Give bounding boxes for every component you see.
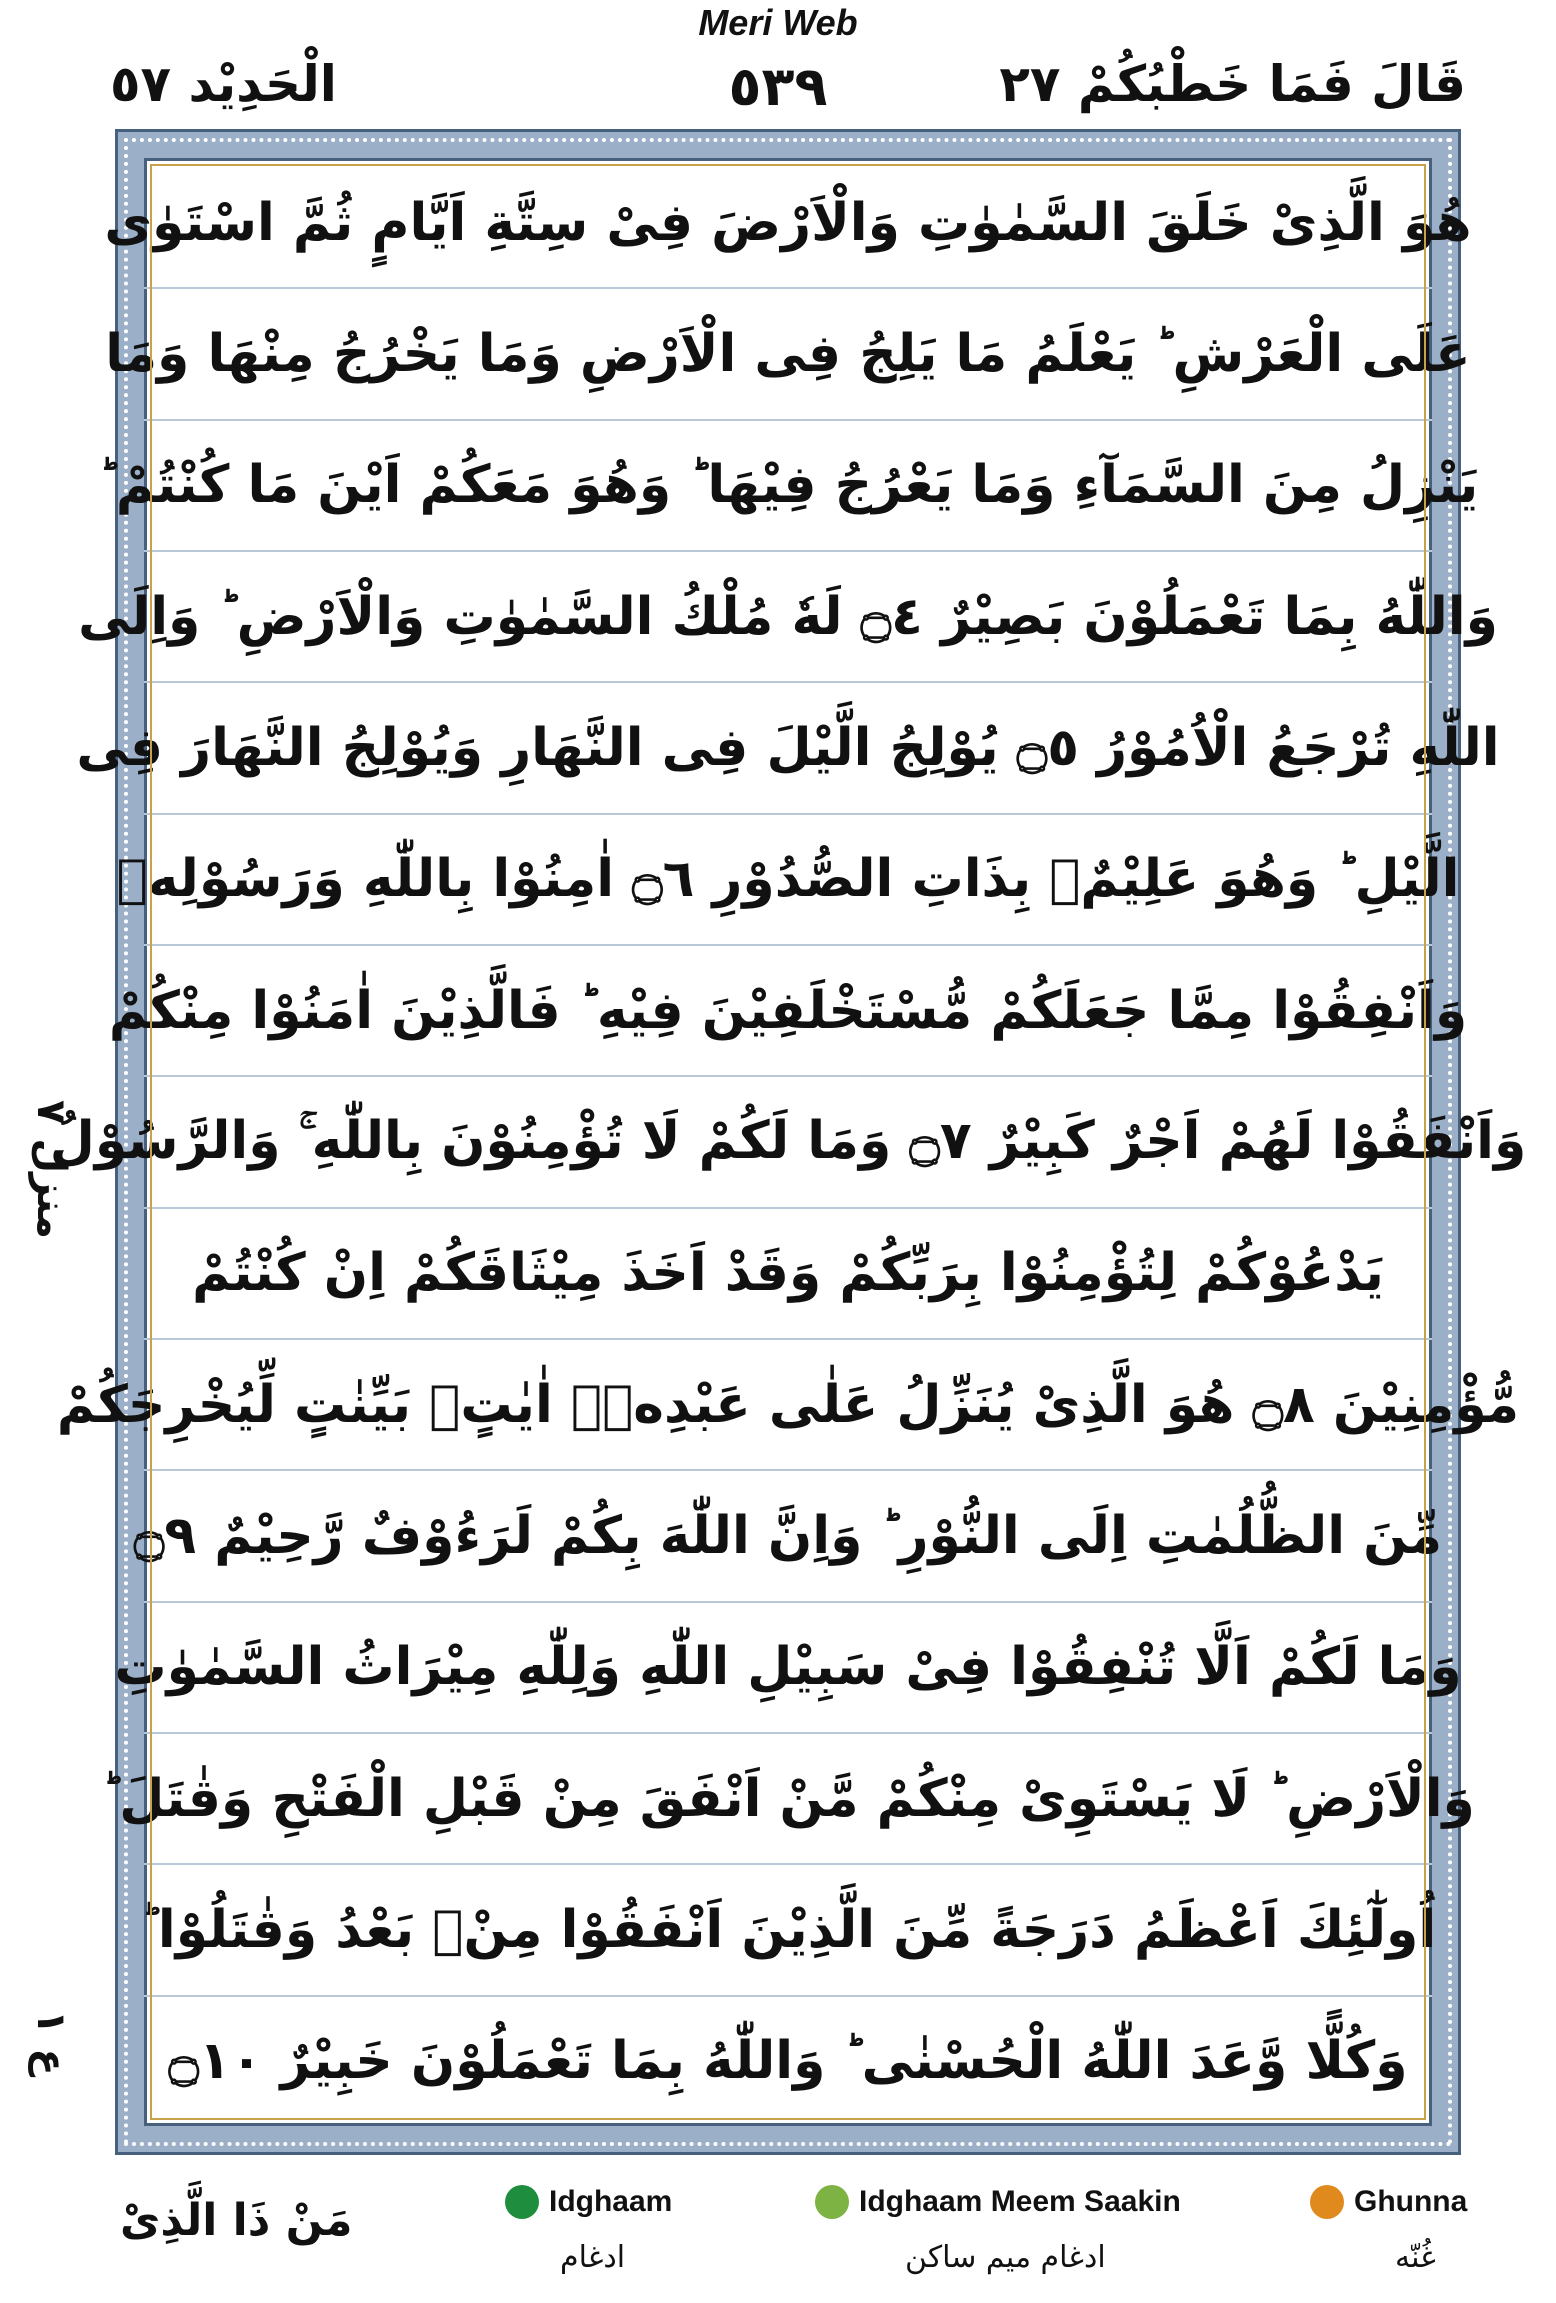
legend-arabic: غُنّه: [1395, 2240, 1436, 2275]
green-dot-icon: [505, 2185, 539, 2219]
legend-idghaam-meem-saakin: [815, 2185, 1181, 2219]
orange-dot-icon: [1310, 2185, 1344, 2219]
text-line: هُوَ الَّذِىْ خَلَقَ السَّمٰوٰتِ وَالْاَرْضَ فِىْ سِتَّةِ اَيَّامٍ ثُمَّ اسْتَوٰى: [144, 158, 1432, 289]
page-number: ٥٣٩: [728, 55, 828, 118]
site-label: Meri Web: [698, 2, 858, 43]
manzil-marker: منزل ٧: [28, 1100, 74, 1240]
legend-label: Idghaam: [549, 2185, 673, 2218]
text-line: وَكُلًّا وَّعَدَ اللّٰهُ الْحُسْنٰى ؕ وَاللّٰهُ بِمَا تَعْمَلُوْنَ خَبِيْرٌ ۝١٠: [168, 2031, 1408, 2092]
text-line: اللّٰهِ تُرْجَعُ الْاُمُوْرُ ۝٥ يُوْلِجُ الَّيْلَ فِى النَّهَارِ وَيُوْلِجُ النَّهَارَ فِى: [144, 683, 1432, 814]
text-line: وَالْاَرْضِ ؕ لَا يَسْتَوِىْ مِنْكُمْ مَّنْ اَنْفَقَ مِنْ قَبْلِ الْفَتْحِ وَقٰتَلَ ؕ: [144, 1734, 1432, 1865]
text-line: اُولٰٓئِكَ اَعْظَمُ دَرَجَةً مِّنَ الَّذِيْنَ اَنْفَقُوْا مِنْۢ بَعْدُ وَقٰتَلُوْا ؕ: [144, 1865, 1432, 1996]
text-line: الَّيْلِ ؕ وَهُوَ عَلِيْمٌۢ بِذَاتِ الصُّدُوْرِ ۝٦ اٰمِنُوْا بِاللّٰهِ وَرَسُوْلِهٖ: [144, 815, 1432, 946]
text-line: مِّنَ الظُّلُمٰتِ اِلَى النُّوْرِ ؕ وَاِنَّ اللّٰهَ بِكُمْ لَرَءُوْفٌ رَّحِيْمٌ ۝٩: [144, 1471, 1432, 1602]
legend-arabic: ادغام میم ساکن: [905, 2240, 1106, 2275]
text-line: وَمَا لَكُمْ اَلَّا تُنْفِقُوْا فِىْ سَبِيْلِ اللّٰهِ وَلِلّٰهِ مِيْرَاثُ السَّمٰوٰتِ: [144, 1603, 1432, 1734]
legend-ghunna: [1310, 2185, 1467, 2219]
legend-idghaam: [505, 2185, 672, 2219]
surah-name: الْحَدِيْد ٥٧: [110, 55, 337, 113]
text-line: وَاللّٰهُ بِمَا تَعْمَلُوْنَ بَصِيْرٌ ۝٤ لَهٗ مُلْكُ السَّمٰوٰتِ وَالْاَرْضِ ؕ وَاِلَى: [144, 552, 1432, 683]
text-line: مُّؤْمِنِيْنَ ۝٨ هُوَ الَّذِىْ يُنَزِّلُ عَلٰى عَبْدِهٖۤ اٰيٰتٍۢ بَيِّنٰتٍ لِّيُخْرِجَكُمْ: [144, 1340, 1432, 1471]
legend-label: Ghunna: [1354, 2185, 1468, 2218]
catchword: مَنْ ذَا الَّذِىْ: [120, 2195, 353, 2246]
ruku-marker: ع ١: [28, 2010, 74, 2076]
legend-arabic: ادغام: [560, 2240, 626, 2275]
text-line: وَاَنْفَقُوْا لَهُمْ اَجْرٌ كَبِيْرٌ ۝٧ وَمَا لَكُمْ لَا تُؤْمِنُوْنَ بِاللّٰهِ ۚ وَالرَّسُوْلُ: [144, 1077, 1432, 1208]
text-line: وَاَنْفِقُوْا مِمَّا جَعَلَكُمْ مُّسْتَخْلَفِيْنَ فِيْهِ ؕ فَالَّذِيْنَ اٰمَنُوْا مِنْكُمْ: [144, 946, 1432, 1077]
legend-label: Idghaam Meem Saakin: [859, 2185, 1181, 2218]
light-green-dot-icon: [815, 2185, 849, 2219]
text-line: يَنْزِلُ مِنَ السَّمَآءِ وَمَا يَعْرُجُ فِيْهَا ؕ وَهُوَ مَعَكُمْ اَيْنَ مَا كُنْتُمْ ؕ: [144, 421, 1432, 552]
para-name: قَالَ فَمَا خَطْبُكُمْ ٢٧: [999, 55, 1466, 113]
text-line: عَلَى الْعَرْشِ ؕ يَعْلَمُ مَا يَلِجُ فِى الْاَرْضِ وَمَا يَخْرُجُ مِنْهَا وَمَا: [144, 289, 1432, 420]
text-line: يَدْعُوْكُمْ لِتُؤْمِنُوْا بِرَبِّكُمْ وَقَدْ اَخَذَ مِيْثَاقَكُمْ اِنْ كُنْتُمْ: [144, 1209, 1432, 1340]
